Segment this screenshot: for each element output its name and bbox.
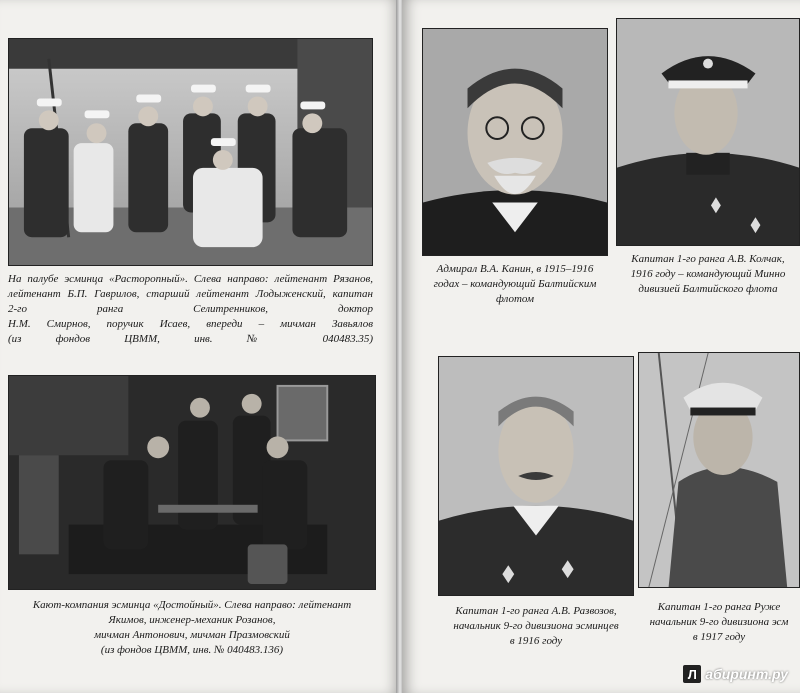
caption-line: Кают-компания эсминца «Достойный». Слева направо: лейтенант [32, 599, 352, 611]
caption-line: Н.М. Смирнов, поручик Исаев, впереди – мичман Завьялов [8, 318, 373, 330]
portrait-ruzhek-caption [638, 600, 800, 645]
caption-line: Капитан 1-го ранга А.В. Колчак, [631, 253, 785, 265]
caption-line: начальник 9-го дивизиона эсминцев [453, 620, 619, 632]
caption-line: Капитан 1-го ранга А.В. Развозов, [455, 605, 617, 617]
photo-deck-image [9, 39, 372, 265]
left-page [0, 0, 398, 693]
caption-line: лейтенант Б.П. Гаврилов, старший лейтенант Лодыженский, капитан [8, 288, 373, 300]
caption-line: (из фондов ЦВММ, инв. № 040483.136) [100, 644, 284, 656]
caption-line: На палубе эсминца «Расторопный». Слева направо: лейтенант Рязанов, [8, 273, 373, 285]
photo-wardroom-image [9, 376, 375, 589]
photo-deck-group [8, 38, 373, 266]
caption-line: флотом [495, 293, 534, 305]
caption-line: Адмирал В.А. Канин, в 1915–1916 [436, 263, 594, 275]
photo-wardroom [8, 375, 376, 590]
caption-line: годах – командующий Балтийским [433, 278, 597, 290]
watermark-logo [683, 665, 788, 683]
right-page [402, 0, 800, 693]
labyrinth-logo-icon: Л [683, 665, 701, 683]
watermark-text: абиринт.ру [705, 666, 788, 682]
portrait-kolchak [616, 18, 800, 246]
caption-line: мичман Антонович, мичман Празмовский [94, 629, 290, 641]
portrait-kanin-image [423, 29, 607, 255]
caption-line: 2-го ранга Селитренников, доктор [8, 303, 373, 315]
portrait-kanin-caption [422, 262, 608, 307]
portrait-razvozov [438, 356, 634, 596]
caption-line: начальник 9-го дивизиона эсм [649, 616, 789, 628]
photo-deck-caption [8, 272, 373, 347]
caption-line: (из фондов ЦВММ, инв. № 040483.35) [8, 333, 373, 345]
portrait-ruzhek [638, 352, 800, 588]
portrait-ruzhek-image [639, 353, 799, 587]
caption-line: в 1916 году [509, 635, 563, 647]
portrait-kolchak-caption [616, 252, 800, 297]
portrait-razvozov-caption [438, 604, 634, 649]
caption-line: Якимов, инженер-механик Розанов, [108, 614, 276, 626]
caption-line: Капитан 1-го ранга Руже [657, 601, 781, 613]
photo-wardroom-caption [8, 598, 376, 658]
caption-line: в 1917 году [692, 631, 746, 643]
portrait-kanin [422, 28, 608, 256]
portrait-kolchak-image [617, 19, 799, 245]
caption-line: дивизией Балтийского флота [638, 283, 778, 295]
caption-line: 1916 году – командующий Минно [630, 268, 786, 280]
portrait-razvozov-image [439, 357, 633, 595]
